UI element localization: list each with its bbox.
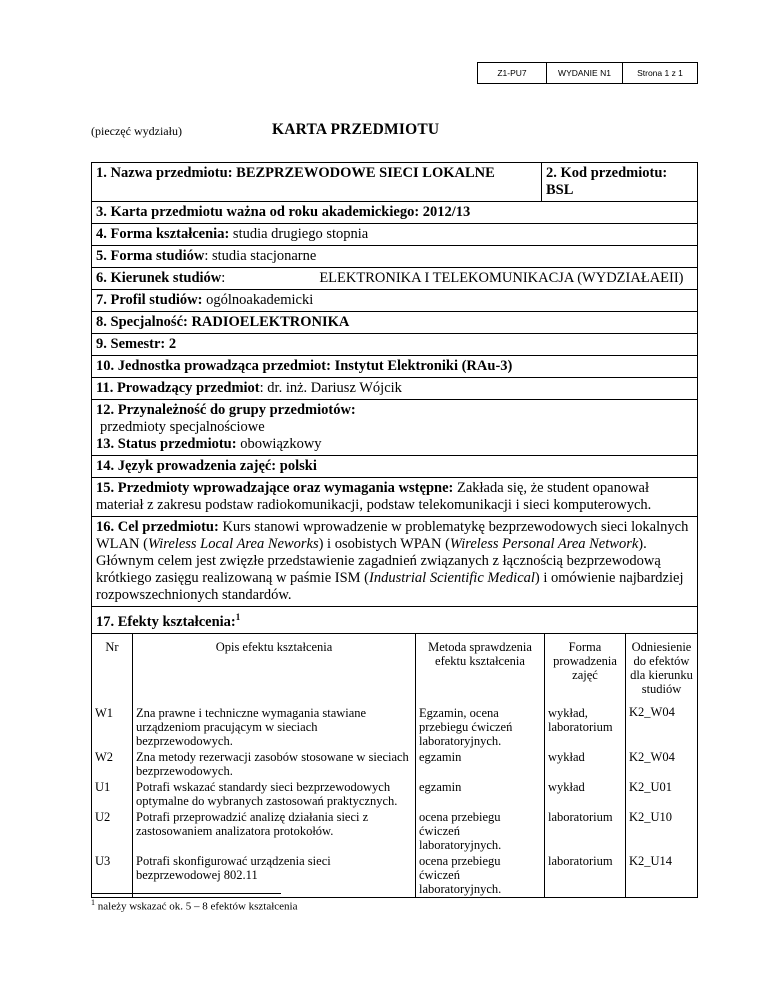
table-row <box>92 705 697 749</box>
table-row <box>92 749 697 779</box>
course-name-field: 1. Nazwa przedmiotu: BEZPRZEWODOWE SIECI LOKALNE <box>92 163 542 201</box>
row-form: wykład <box>545 749 626 779</box>
table-header-row <box>92 634 697 697</box>
course-goal-text-4: Wireless Personal Area Network <box>449 536 639 552</box>
row-nr: U2 <box>95 809 111 824</box>
row-nr: U3 <box>95 853 111 868</box>
row-method: egzamin <box>416 749 545 779</box>
footnote <box>91 898 298 913</box>
education-form-label: 4. Forma kształcenia: <box>96 226 230 242</box>
table-row <box>92 853 697 897</box>
course-goal-text-7: ) i omówienie najbardziej rozpowszechnionych standardów. <box>96 570 684 603</box>
learning-outcomes-table <box>92 634 697 897</box>
learning-outcomes-label: 17. Efekty kształcenia: <box>96 613 236 630</box>
study-profile-field <box>92 290 697 312</box>
footnote-mark: 1 <box>91 898 95 907</box>
learning-outcomes-table-wrapper <box>92 634 697 897</box>
faculty-stamp-label: (pieczęć wydziału) <box>91 124 182 138</box>
study-form-value: : studia stacjonarne <box>204 248 317 264</box>
document-edition: WYDANIE N1 <box>547 63 623 83</box>
field-of-study-label: 6. Kierunek studiów <box>96 270 222 286</box>
course-goal-text-6: Industrial Scientific Medical <box>369 570 535 586</box>
course-code-field: 2. Kod przedmiotu: BSL <box>546 165 668 198</box>
row-method: ocena przebiegu ćwiczeń laboratoryjnych. <box>416 853 545 897</box>
group-and-status-field <box>92 400 697 456</box>
row-nr: U1 <box>95 779 111 794</box>
study-profile-value: ogólnoakademicki <box>202 292 314 308</box>
footnote-text: należy wskazać ok. 5 – 8 efektów kształcenia <box>95 900 298 913</box>
course-goal-text-5: ). Głównym celem jest zwięzłe przedstawienie zagadnień związanych z łącznością bezprzewodową krótkiego zasięgu realizowaną w paśmie ISM ( <box>96 536 661 586</box>
course-card <box>91 162 698 898</box>
course-goal-text-2: Wireless Local Area Neworks <box>147 536 319 552</box>
row-description: Zna prawne i techniczne wymagania stawiane urządzeniom pracującym w sieciach bezprzewodowych. <box>133 705 416 749</box>
row-reference: K2_U10 <box>626 809 698 853</box>
valid-from-field: 3. Karta przedmiotu ważna od roku akademickiego: 2012/13 <box>92 202 697 224</box>
course-group-value: przedmioty specjalnościowe <box>100 419 265 435</box>
field-of-study-value: ELEKTRONIKA I TELEKOMUNIKACJA (WYDZIAŁAEII) <box>319 270 684 286</box>
page-number: Strona 1 z 1 <box>637 68 683 78</box>
row-form: laboratorium <box>545 809 626 853</box>
education-form-value: studia drugiego stopnia <box>229 226 369 242</box>
row-form: wykład, laboratorium <box>545 705 626 749</box>
header-nr: Nr <box>105 639 119 654</box>
footnote-marker: 1 <box>235 612 241 622</box>
field-of-study-field <box>92 268 697 290</box>
unit-field: 10. Jednostka prowadząca przedmiot: Instytut Elektroniki (RAu-3) <box>92 356 697 378</box>
study-profile-label: 7. Profil studiów: <box>96 292 203 308</box>
document-header-box <box>477 62 698 84</box>
lecturer-label: 11. Prowadzący przedmiot <box>96 380 260 396</box>
footnote-separator <box>91 893 281 894</box>
row-nr: W1 <box>95 705 114 720</box>
row-description: Zna metody rezerwacji zasobów stosowane w sieciach bezprzewodowych. <box>133 749 416 779</box>
specialty-field: 8. Specjalność: RADIOELEKTRONIKA <box>92 312 697 334</box>
row-description: Potrafi wskazać standardy sieci bezprzewodowych optymalne do wybranych zastosowań praktycznych. <box>133 779 416 809</box>
semester-field: 9. Semestr: 2 <box>92 334 697 356</box>
header-form: Forma prowadzenia zajęć <box>545 634 626 697</box>
course-goal-text-1: Kurs stanowi wprowadzenie w problematykę bezprzewodowych sieci lokalnych WLAN ( <box>96 519 689 552</box>
row-description: Potrafi przeprowadzić analizę działania sieci z zastosowaniem analizatora protokołów. <box>133 809 416 853</box>
header-description: Opis efektu kształcenia <box>133 634 416 697</box>
row-method: egzamin <box>416 779 545 809</box>
course-group-label: 12. Przynależność do grupy przedmiotów: <box>96 402 356 418</box>
prerequisites-label: 15. Przedmioty wprowadzające oraz wymagania wstępne: <box>96 480 454 496</box>
row-nr: W2 <box>95 749 114 764</box>
learning-outcomes-heading <box>92 607 697 634</box>
header-reference: Odniesienie do efektów dla kierunku studiów <box>626 634 698 697</box>
row-description: Potrafi skonfigurować urządzenia sieci bezprzewodowej 802.11 <box>133 853 416 897</box>
field-of-study-colon: : <box>221 270 226 286</box>
prerequisites-value: Zakłada się, że student opanował materiał z zakresu podstaw radiokomunikacji, podstaw telekomunikacji i sieci komputerowych. <box>96 480 652 513</box>
course-status-value: obowiązkowy <box>236 436 322 452</box>
document-code: Z1-PU7 <box>478 63 547 83</box>
language-field: 14. Język prowadzenia zajęć: polski <box>92 456 697 478</box>
course-goal-label: 16. Cel przedmiotu: <box>96 519 219 535</box>
row-reference: K2_W04 <box>626 705 698 749</box>
field-row-1-2 <box>92 163 697 202</box>
lecturer-field <box>92 378 697 400</box>
course-status-label: 13. Status przedmiotu: <box>96 436 237 452</box>
course-goal-field <box>92 517 697 607</box>
course-goal-text-3: ) i osobistych WPAN ( <box>318 536 450 552</box>
prerequisites-field <box>92 478 697 517</box>
lecturer-value: : dr. inż. Dariusz Wójcik <box>259 380 402 396</box>
study-form-field <box>92 246 697 268</box>
row-reference: K2_W04 <box>626 749 698 779</box>
table-row <box>92 809 697 853</box>
row-reference: K2_U01 <box>626 779 698 809</box>
study-form-label: 5. Forma studiów <box>96 248 205 264</box>
row-method: ocena przebiegu ćwiczeń laboratoryjnych. <box>416 809 545 853</box>
row-method: Egzamin, ocena przebiegu ćwiczeń laboratoryjnych. <box>416 705 545 749</box>
table-row <box>92 779 697 809</box>
row-form: laboratorium <box>545 853 626 897</box>
education-form-field <box>92 224 697 246</box>
row-form: wykład <box>545 779 626 809</box>
header-method: Metoda sprawdzenia efektu kształcenia <box>416 634 545 697</box>
page-title: KARTA PRZEDMIOTU <box>272 121 440 138</box>
row-reference: K2_U14 <box>626 853 698 897</box>
